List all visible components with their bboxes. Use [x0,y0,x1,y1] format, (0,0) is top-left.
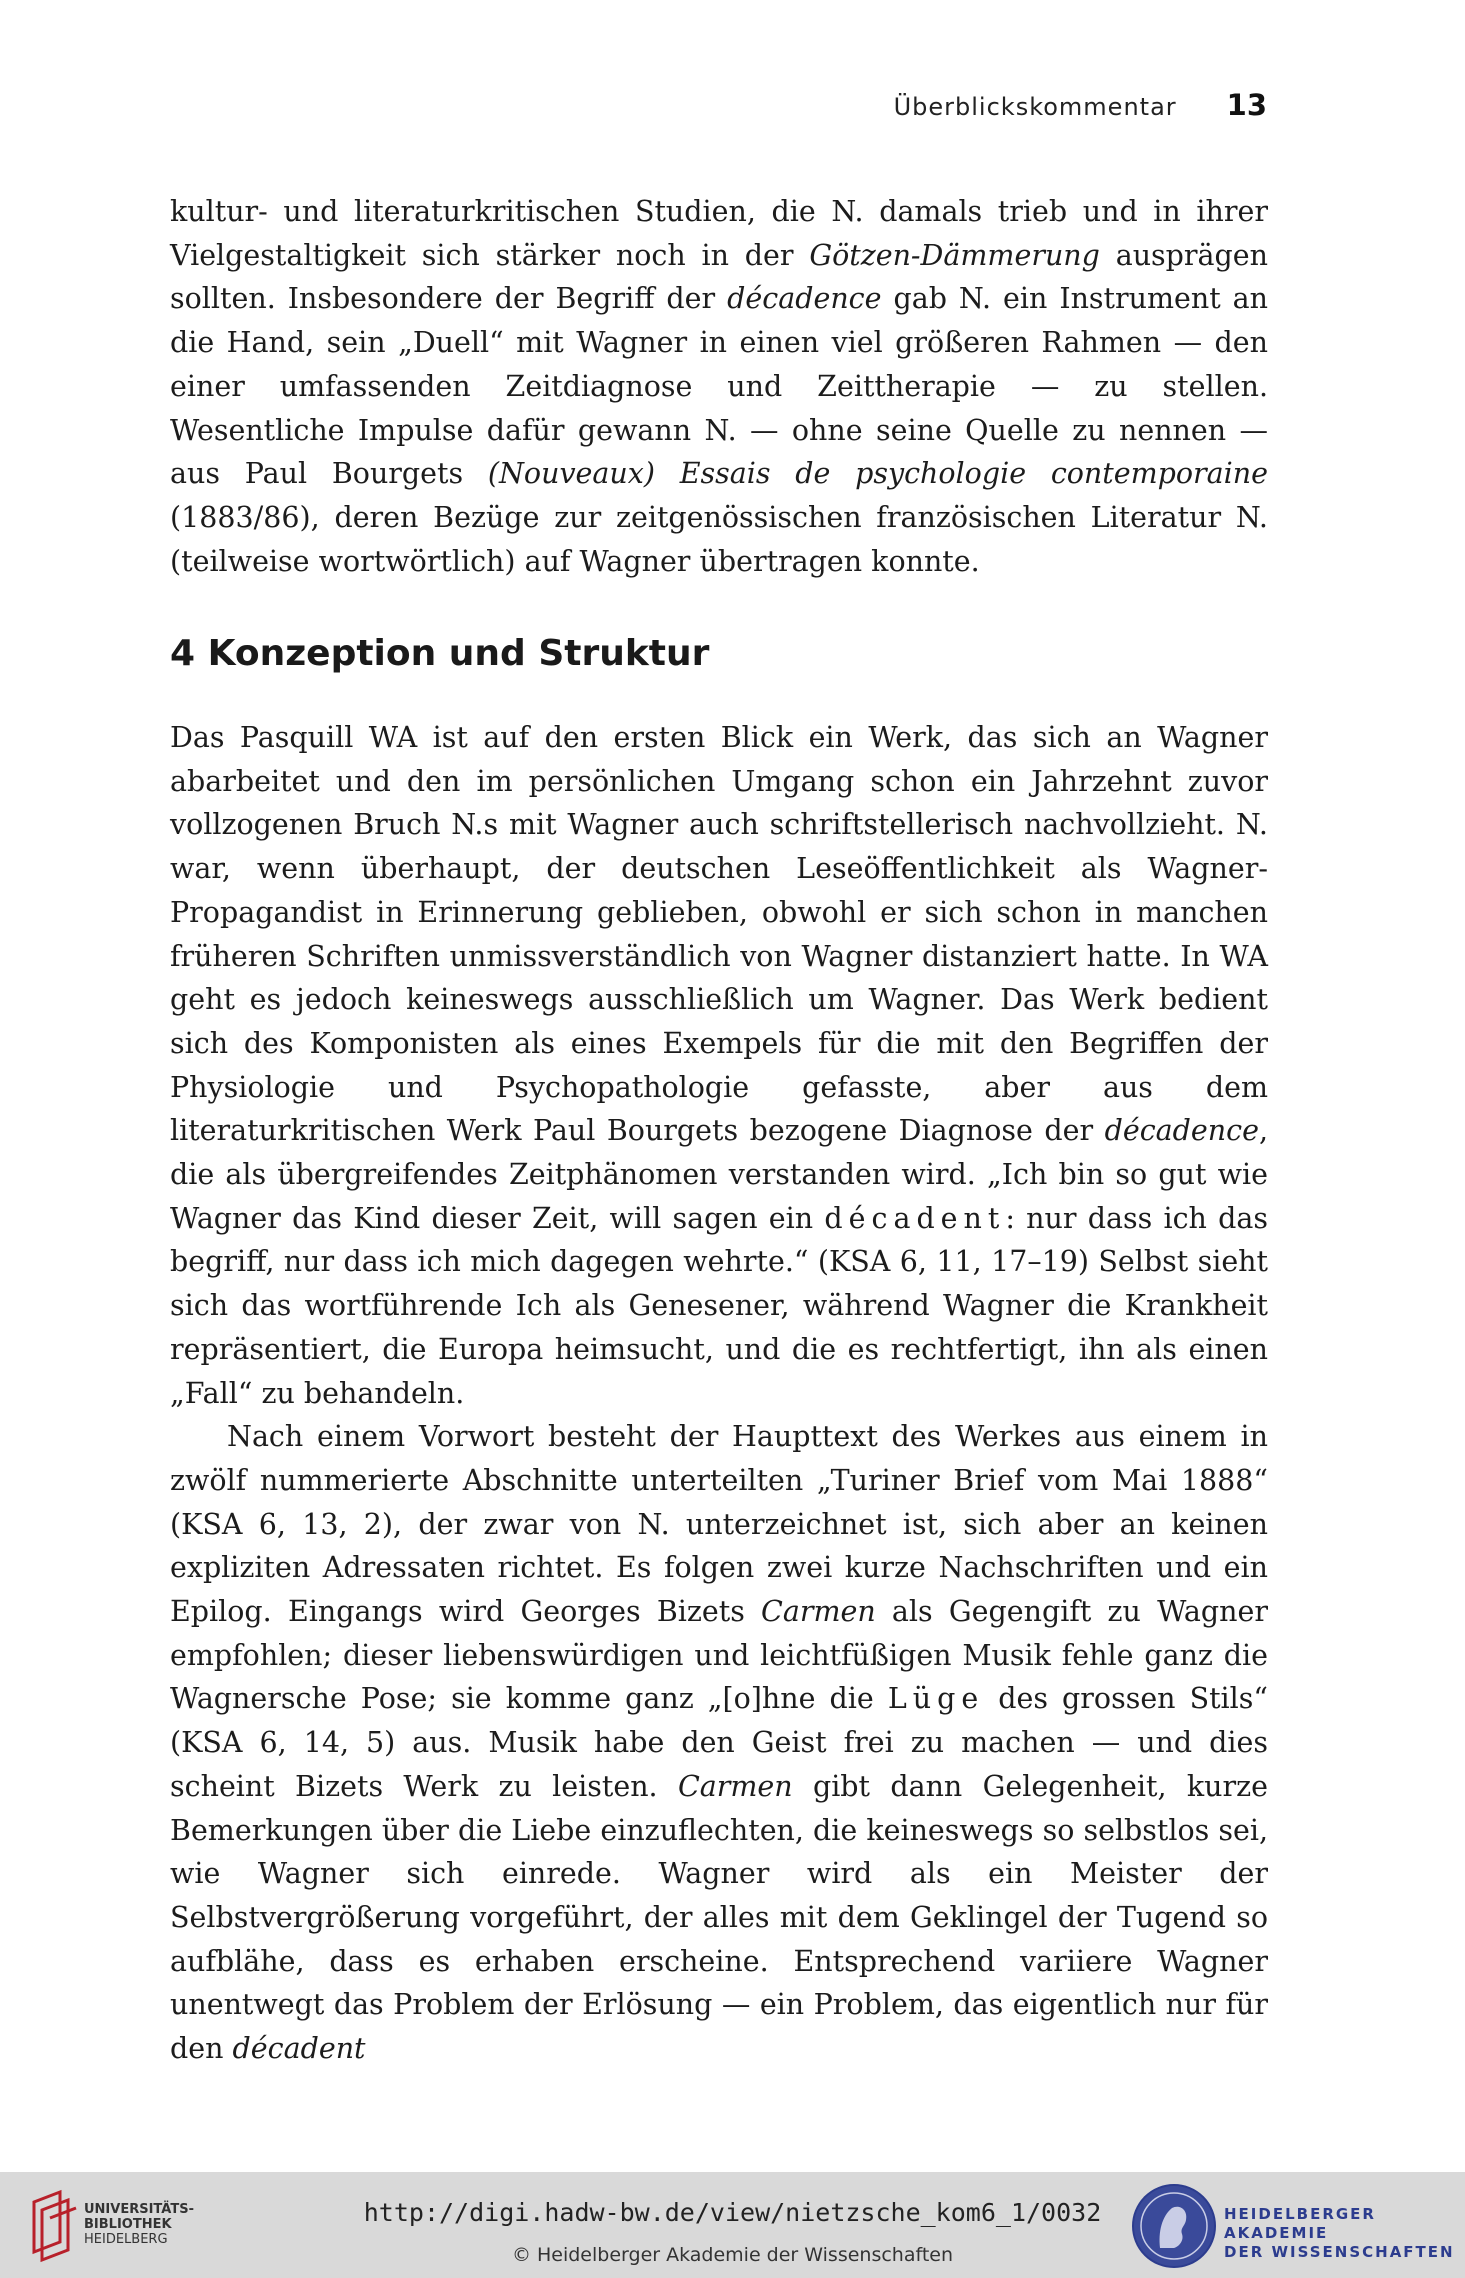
text-run: (1883/86), deren Bezüge zur zeitgenössischen französischen Literatur N. (teilweise wortwörtlich) auf Wagner übertragen konnte. [170,500,1268,578]
page-number: 13 [1226,88,1267,122]
italic-text: décadence [1104,1114,1259,1148]
text-run: ausprägen sollten. Insbesondere der Begriff der [170,238,1268,316]
permalink-url[interactable]: http://digi.hadw-bw.de/view/nietzsche_kom6_1/0032 [363,2198,1102,2227]
text-run: kultur- und literaturkritischen Studien, die N. damals trieb und in ihrer Vielgestaltigkeit sich stärker noch in der [170,195,1268,272]
paragraph-text [170,1415,1268,2071]
italic-text: (Nouveaux) Essais de psychologie contemporaine [487,457,1268,491]
text-run: Nach einem Vorwort besteht der Haupttext des Werkes aus einem in zwölf nummerierte Abschnitte unterteilten „Turiner Brief vom Mai 1888“ (KSA 6, 13, 2), der zwar von N. unterzeichnet ist, sich aber an keinen expliziten Adressaten richtet. Es folgen zwei kurze Nachschriften und ein Epilog. Eingangs wird Georges Bizets [170,1420,1268,1629]
ub-line: UNIVERSITÄTS- [84,2202,194,2217]
academy-line: DER WISSENSCHAFTEN [1224,2243,1455,2261]
text-run: , die als übergreifendes Zeitphänomen verstanden wird. „Ich bin so gut wie Wagner das Kind dieser Zeit, will sagen ein [170,1114,1268,1235]
italic-text: décadence [727,282,882,316]
academy-line: HEIDELBERGER AKADEMIE [1224,2205,1376,2242]
academy-name [1224,2205,1465,2262]
paragraph-text [170,716,1268,1415]
italic-text: décadent [232,2032,366,2066]
text-run: gab N. ein Instrument an die Hand, sein „Duell“ mit Wagner in einen viel größeren Rahmen — den einer umfassenden Zeitdiagnose und Zeittherapie — zu stellen. Wesentliche Impulse dafür gewann N. — ohne seine Quelle zu nennen — aus Paul Bourgets [170,282,1268,491]
text-run: als Gegengift zu Wagner empfohlen; dieser liebenswürdigen und leichtfüßigen Musik fehle ganz die Wagnersche Pose; sie komme ganz „[o]hne die [170,1595,1268,1716]
intro-paragraph [170,190,1268,583]
section-heading: 4 Konzeption und Struktur [170,633,710,674]
text-run: gibt dann Gelegenheit, kurze Bemerkungen über die Liebe einzuflechten, die keineswegs so selbstlos sei, wie Wagner sich einrede. Wagner wird als ein Meister der Selbstvergrößerung vorgeführt, der alles mit dem Geklingel der Tugend so aufblähe, dass es erhaben erscheine. Entsprechend variiere Wagner unentwegt das Problem der Erlösung — ein Problem, das eigentlich nur für den [170,1769,1269,2066]
copyright-notice: © Heidelberger Akademie der Wissenschaften [511,2244,954,2266]
spaced-emphasis-text: décadent [824,1201,1006,1235]
academy-seal-icon [1130,2182,1218,2270]
section-body [170,716,1268,2071]
running-head [894,88,1267,122]
text-run: : nur dass ich das begriff, nur dass ich mich dagegen wehrte.“ (KSA 6, 11, 17–19) Selbst sieht sich das wortführende Ich als Genesener, während Wagner die Krankheit repräsentiert, die Europa heimsucht, und die es rechtfertigt, ihn als einen „Fall“ zu behandeln. [170,1201,1268,1410]
italic-text: Carmen [761,1595,876,1629]
spaced-emphasis-text: Lüge [887,1682,985,1716]
text-run: des grossen Stils“ (KSA 6, 14, 5) aus. Musik habe den Geist frei zu machen — und dies scheint Bizets Werk zu leisten. [170,1682,1268,1803]
text-run: Das Pasquill WA ist auf den ersten Blick ein Werk, das sich an Wagner abarbeitet und den im persönlichen Umgang schon ein Jahrzehnt zuvor vollzogenen Bruch N.s mit Wagner auch schriftstellerisch nachvollzieht. N. war, wenn überhaupt, der deutschen Leseöffentlichkeit als Wagner-Propagandist in Erinnerung geblieben, obwohl er sich schon in manchen früheren Schriften unmissverständlich von Wagner distanziert hatte. In WA geht es jedoch keineswegs ausschließlich um Wagner. Das Werk bedient sich des Komponisten als eines Exempels für die mit den Begriffen der Physiologie und Psychopathologie gefasste, aber aus dem literaturkritischen Werk Paul Bourgets bezogene Diagnose der [170,721,1268,1148]
running-title: Überblickskommentar [893,93,1177,121]
ub-line: BIBLIOTHEK [84,2217,172,2232]
italic-text: Götzen-Dämmerung [809,238,1100,272]
italic-text: Carmen [677,1769,793,1803]
ub-line: HEIDELBERG [84,2232,168,2247]
paragraph-text [170,190,1268,583]
digitization-footer [0,2172,1465,2278]
